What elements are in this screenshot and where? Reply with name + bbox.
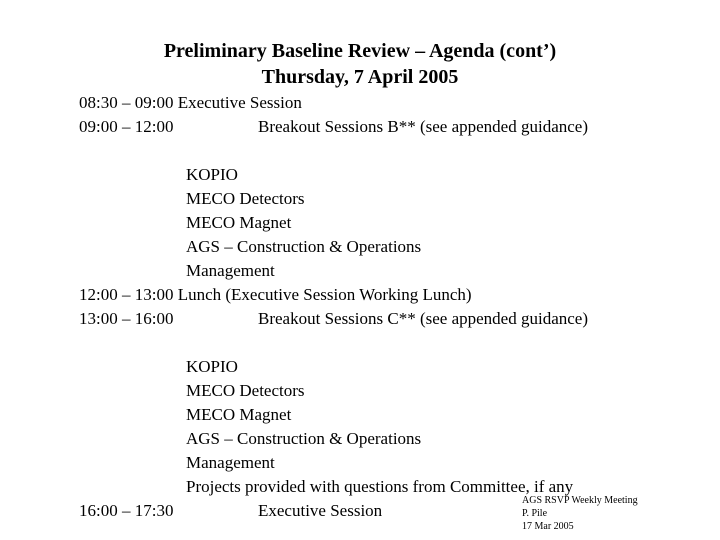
- breakout-b-meco-magnet: MECO Magnet: [186, 213, 292, 232]
- agenda-item-lunch: 12:00 – 13:00 Lunch (Executive Session Working Lunch): [79, 285, 472, 304]
- breakout-c-kopio: KOPIO: [186, 357, 238, 376]
- breakout-b-meco-detectors: MECO Detectors: [186, 189, 305, 208]
- agenda-item-breakout-c: Breakout Sessions C** (see appended guidance): [258, 309, 588, 328]
- footer-meeting: AGS RSVP Weekly Meeting: [522, 495, 638, 506]
- breakout-c-management: Management: [186, 453, 275, 472]
- breakout-b-kopio: KOPIO: [186, 165, 238, 184]
- agenda-item-executive-session-final: Executive Session: [258, 501, 383, 520]
- slide-title: Preliminary Baseline Review – Agenda (cont’): [163, 40, 557, 62]
- agenda-item-time: 13:00 – 16:00: [79, 309, 174, 328]
- slide-footer: [522, 494, 638, 533]
- slide-subtitle-date: Thursday, 7 April 2005: [261, 66, 459, 88]
- breakout-c-projects-questions: Projects provided with questions from Committee, if any: [186, 477, 574, 496]
- breakout-b-ags: AGS – Construction & Operations: [186, 237, 422, 256]
- breakout-b-management: Management: [186, 261, 275, 280]
- agenda-item-executive-session: 08:30 – 09:00 Executive Session: [79, 93, 302, 112]
- breakout-c-meco-magnet: MECO Magnet: [186, 405, 292, 424]
- footer-date: 17 Mar 2005: [522, 521, 574, 532]
- agenda-item-time: 16:00 – 17:30: [79, 501, 174, 520]
- footer-author: P. Pile: [522, 508, 548, 519]
- breakout-c-ags: AGS – Construction & Operations: [186, 429, 422, 448]
- agenda-item-breakout-b: Breakout Sessions B** (see appended guidance): [258, 117, 588, 136]
- breakout-c-meco-detectors: MECO Detectors: [186, 381, 305, 400]
- agenda-item-time: 09:00 – 12:00: [79, 117, 174, 136]
